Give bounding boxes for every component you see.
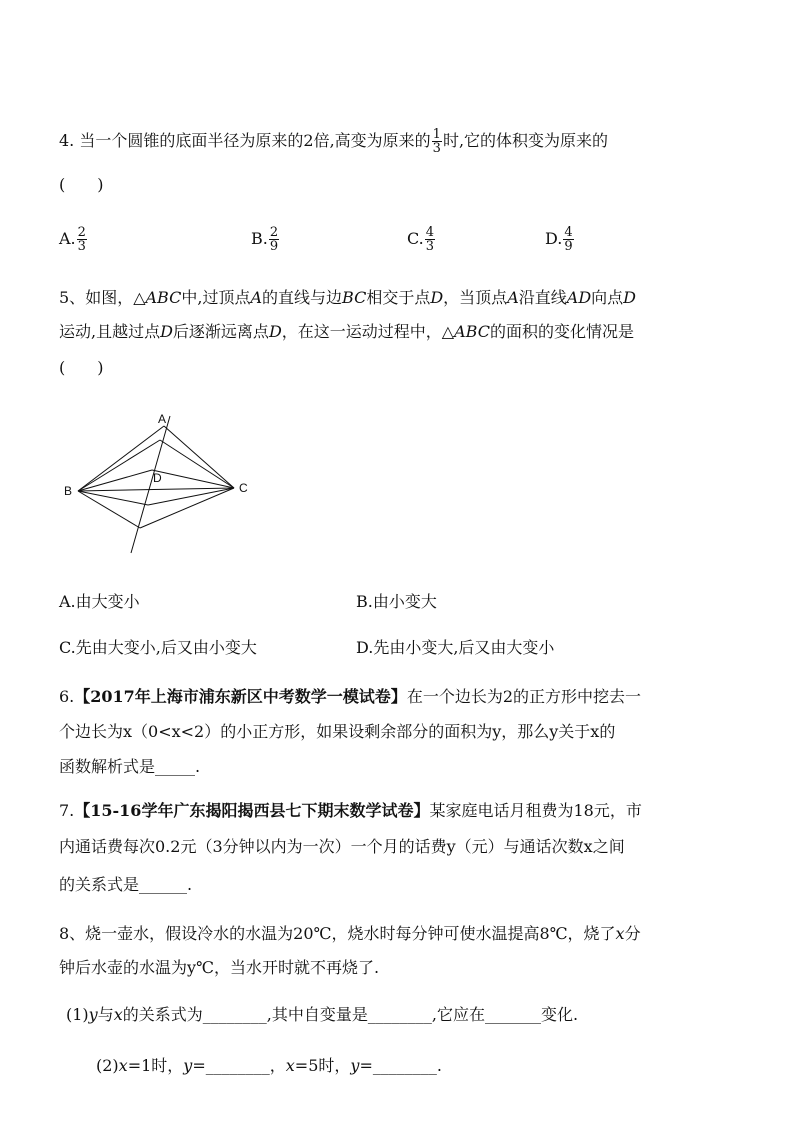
q5-var-d: D [160, 322, 173, 341]
q5-var-d: D [268, 322, 282, 341]
q5-text: 相交于点 [366, 288, 431, 307]
side-ac-mid [160, 440, 234, 488]
label-b: B [64, 484, 73, 498]
q4-option-c-num: 4 [425, 225, 435, 240]
q6-text-1: 在一个边长为2的正方形中挖去一 [406, 687, 641, 706]
q6-line1 [59, 686, 641, 708]
q8-var-x: x [285, 1056, 295, 1075]
q5-var-a: A [250, 288, 263, 307]
q4-option-d[interactable] [545, 226, 575, 253]
q5-var-d: D [430, 288, 444, 307]
q4-fraction [432, 128, 442, 155]
q5-option-d[interactable]: D.先由小变大,后又由大变小 [356, 638, 555, 657]
q8-text: 8、烧一壶水，假设冷水的水温为20℃，烧水时每分钟可使水温提高8℃，烧了 [59, 924, 616, 943]
side-ac-outer [164, 426, 234, 488]
q4-option-b[interactable] [251, 226, 280, 253]
q8-text: 与 [97, 1005, 114, 1024]
q5-text: ，在这一运动过程中，△ [281, 322, 455, 341]
q5-answer-paren: ( ) [59, 358, 104, 377]
q8-text: =________. [359, 1056, 442, 1075]
q8-var-y: y [350, 1056, 360, 1075]
q7-text-1: 某家庭电话月租费为18元，市 [429, 801, 642, 820]
q4-text-c: 时,它的体积变为原来的 [442, 131, 609, 150]
label-a: A [158, 412, 167, 426]
q5-text: ，当顶点 [443, 288, 508, 307]
q4-text-a: 当一个圆锥的底面半径为原来的 [79, 131, 304, 150]
q5-option-a[interactable]: A.由大变小 [59, 592, 140, 611]
q5-line1 [59, 287, 636, 309]
q8-text: 分 [624, 924, 641, 943]
q8-text: 的关系式为________,其中自变量是________,它应在_______变化. [122, 1005, 579, 1024]
q4-answer-paren: ( ) [59, 175, 104, 194]
q5-figure [58, 410, 258, 560]
q4-option-a-label: A. [59, 229, 76, 248]
q5-text: 向点 [591, 288, 624, 307]
q4-option-c-label: C. [407, 229, 424, 248]
q8-var-y: y [88, 1005, 98, 1024]
q4-option-c-frac [425, 226, 435, 253]
q8-text: =1时， [127, 1056, 184, 1075]
q5-var-a: A [507, 288, 519, 307]
side-bd [78, 470, 152, 491]
q6-line2: 个边长为x（0<x<2）的小正方形，如果设剩余部分的面积为y，那么y关于x的 [59, 722, 616, 741]
q4-line1 [59, 128, 608, 155]
q7-line1 [59, 800, 642, 822]
q6-source: 【2017年上海市浦东新区中考数学一模试卷】 [74, 687, 407, 706]
side-dc [152, 470, 234, 488]
q5-text: 沿直线 [518, 288, 567, 307]
q8-var-y: y [183, 1056, 193, 1075]
q5-var-bc: BC [342, 288, 367, 307]
q4-option-b-den: 9 [269, 239, 279, 254]
q8-var-x: x [113, 1005, 123, 1024]
q4-option-a-frac [77, 226, 87, 253]
q5-text: 运动,且越过点 [59, 322, 161, 341]
q8-line1 [59, 923, 641, 945]
q8-sub1 [66, 1004, 578, 1026]
q5-option-b[interactable]: B.由小变大 [356, 592, 437, 611]
q4-option-d-frac [563, 226, 573, 253]
q4-option-b-frac [269, 226, 279, 253]
q6-line3: 函数解析式是_____. [59, 757, 201, 776]
q5-var-ad: AD [566, 288, 592, 307]
side-ab-bottom [78, 491, 140, 528]
q4-frac-den: 3 [432, 141, 441, 156]
q4-option-a[interactable] [59, 226, 88, 253]
q4-text-b: 倍,高变为原来的 [313, 131, 431, 150]
q4-option-d-num: 4 [564, 225, 573, 240]
q5-text: 后逐渐远离点 [172, 322, 269, 341]
side-ab-low [78, 491, 148, 505]
q7-source: 【15-16学年广东揭阳揭西县七下期末数学试卷】 [74, 801, 430, 820]
q5-line2 [59, 321, 634, 343]
q4-coef: 2 [303, 131, 314, 150]
side-bc [78, 488, 234, 491]
q7-number: 7. [59, 801, 75, 820]
q5-option-c[interactable]: C.先由大变小,后又由小变大 [59, 638, 257, 657]
q8-sub2-label: (2) [96, 1056, 119, 1075]
label-c: C [239, 481, 248, 495]
q4-option-c-den: 3 [425, 239, 435, 254]
q5-text: 的直线与边 [262, 288, 343, 307]
q5-text: 的面积的变化情况是 [489, 322, 634, 341]
q4-frac-num: 1 [432, 127, 441, 142]
q4-option-a-num: 2 [77, 225, 86, 240]
q4-option-a-den: 3 [77, 239, 86, 254]
q7-line2: 内通话费每次0.2元（3分钟以内为一次）一个月的话费y（元）与通话次数x之间 [59, 837, 625, 856]
q8-text: =________， [192, 1056, 286, 1075]
side-ab-mid [78, 440, 160, 491]
q8-var-x: x [615, 924, 625, 943]
q4-option-b-num: 2 [269, 225, 279, 240]
side-ac-bottom [140, 488, 234, 528]
q5-text: 中,过顶点 [181, 288, 251, 307]
q5-text: 如图，△ [85, 288, 146, 307]
q4-number: 4. [59, 131, 75, 150]
q8-text: =5时， [294, 1056, 351, 1075]
q8-var-x: x [118, 1056, 128, 1075]
q4-option-b-label: B. [251, 229, 268, 248]
q7-line3: 的关系式是______. [59, 875, 193, 894]
q6-number: 6. [59, 687, 75, 706]
side-ac-low [148, 488, 234, 505]
q5-number: 5、 [59, 288, 86, 307]
q8-line2: 钟后水壶的水温为y℃，当水开时就不再烧了. [59, 958, 380, 977]
q4-option-c[interactable] [407, 226, 436, 253]
label-d: D [153, 471, 162, 485]
q5-var-d: D [623, 288, 636, 307]
q5-var-abc: ABC [454, 322, 490, 341]
q8-sub2 [96, 1055, 442, 1077]
q4-option-d-label: D. [545, 229, 563, 248]
q5-var-abc: ABC [145, 288, 182, 307]
q4-option-d-den: 9 [564, 239, 573, 254]
q8-sub1-label: (1) [66, 1005, 89, 1024]
